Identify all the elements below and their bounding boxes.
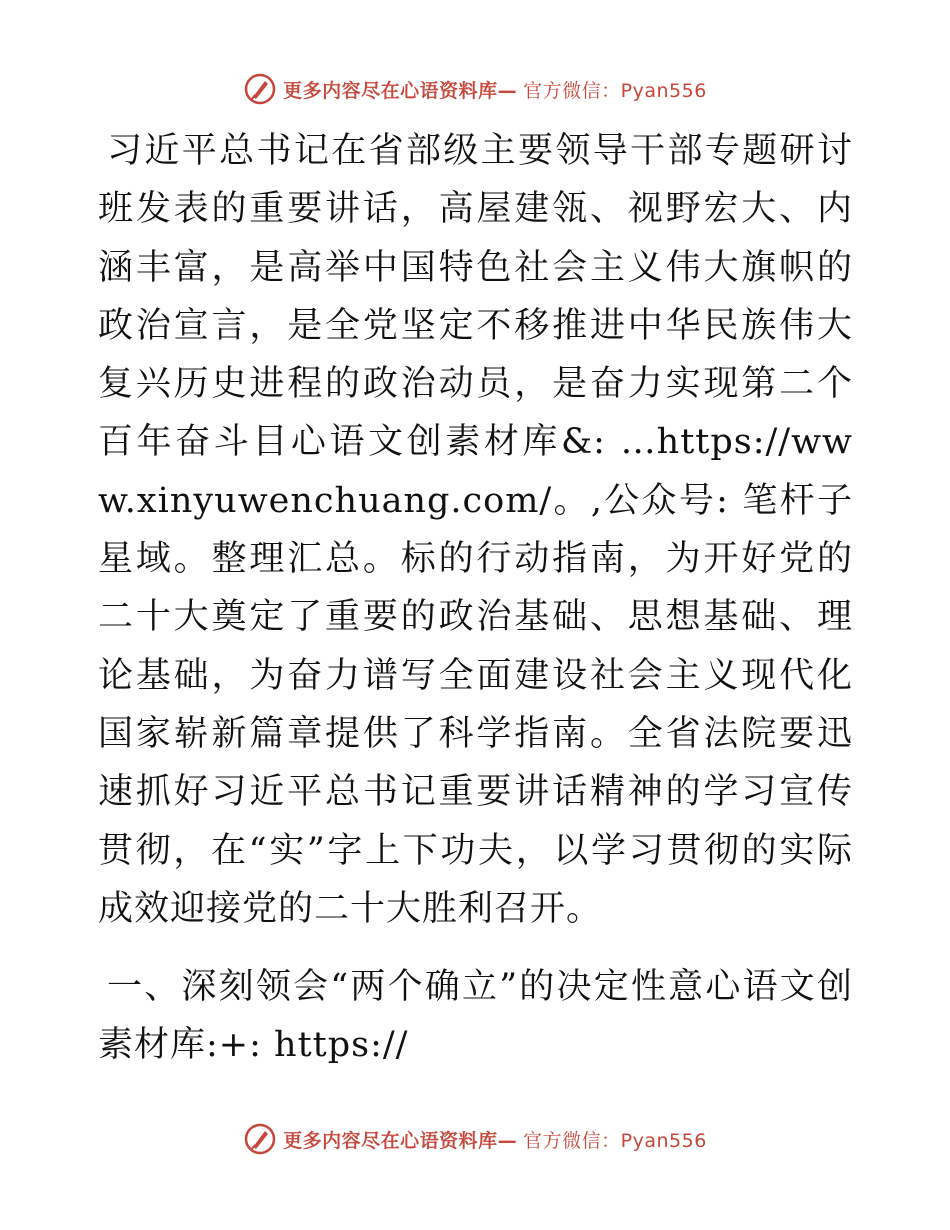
quill-logo-icon — [243, 1122, 277, 1156]
quill-logo-icon — [243, 72, 277, 106]
header-site-text: 更多内容尽在心语资料库— — [283, 79, 518, 102]
paragraph-2: 一、深刻领会“两个确立”的决定性意心语文创素材库:+: https:// — [98, 967, 853, 1066]
footer-wechat-text: 官方微信：Pyan556 — [523, 1129, 707, 1152]
footer-banner — [0, 1122, 950, 1156]
paragraph-1: 习近平总书记在省部级主要领导干部专题研讨班发表的重要讲话，高屋建瓴、视野宏大、内涵丰富，是高举中国特色社会主义伟大旗帜的政治宣言，是全党坚定不移推进中华民族伟大复兴历史进程的政治动员，是奋力实现第二个百年奋斗目心语文创素材库&: …https://www.xinyuwenchuang.com/。,公众号: 笔杆子星域。整理汇总。标的行动指南，为开好党的二十大奠定了重要的政治基础、思想基础、理论基础，为奋力谱写全面建设社会主义现代化国家崭新篇章提供了科学指南。全省法院要迅速抓好习近平总书记重要讲话精神的学习宣传贯彻，在“实”字上下功夫，以学习贯彻的实际成效迎接党的二十大胜利召开。 — [98, 131, 853, 929]
document-body — [98, 122, 853, 1075]
header-wechat-text: 官方微信：Pyan556 — [523, 79, 707, 102]
header-banner — [0, 72, 950, 106]
footer-site-text: 更多内容尽在心语资料库— — [283, 1129, 518, 1152]
